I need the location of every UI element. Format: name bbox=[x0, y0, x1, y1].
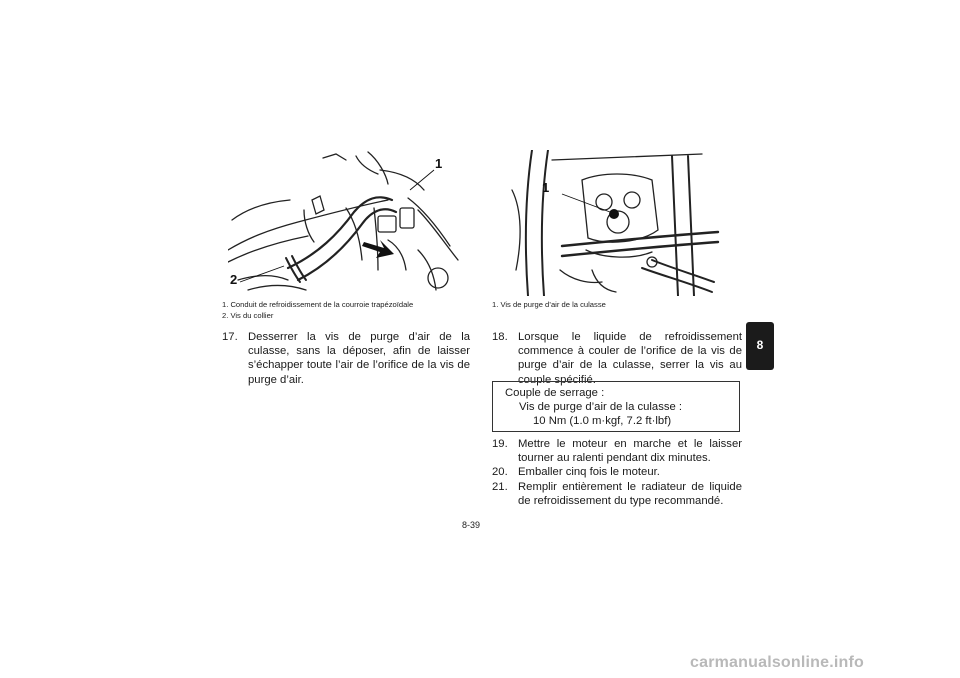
callout-2-left: 2 bbox=[230, 272, 238, 287]
callout-1-right: 1 bbox=[542, 180, 550, 195]
step-text: Desserrer la vis de purge d’air de la culasse, sans la déposer, afin de laisser s’échapper toute l’air de l’orifice de la vis de purge d’air. bbox=[248, 331, 470, 386]
chapter-tab-label: 8 bbox=[756, 338, 764, 352]
caption-line: 1. Vis de purge d’air de la culasse bbox=[492, 300, 606, 309]
step-21 bbox=[492, 480, 742, 510]
step-text: Remplir entièrement le radiateur de liquide de refroidissement du type recommandé. bbox=[518, 481, 742, 508]
illustration-belt-cooling-duct bbox=[228, 150, 460, 296]
page-number: 8-39 bbox=[462, 520, 481, 530]
illustration-cylinder-head-bleed-bolt bbox=[492, 150, 722, 296]
step-18 bbox=[492, 330, 742, 386]
watermark-text: carmanualsonline.info bbox=[690, 654, 865, 671]
step-number: 21. bbox=[492, 481, 508, 493]
callout-1-left: 1 bbox=[435, 156, 443, 171]
step-text: Emballer cinq fois le moteur. bbox=[518, 466, 660, 478]
chapter-tab bbox=[746, 322, 774, 370]
illustration-cylinder-head-bleed-bolt-drawing bbox=[492, 150, 722, 296]
step-19 bbox=[492, 437, 742, 467]
torque-spec-box bbox=[492, 381, 740, 432]
spec-item: Vis de purge d’air de la culasse : bbox=[519, 401, 683, 413]
figure-caption-left bbox=[222, 300, 413, 321]
caption-line: 2. Vis du collier bbox=[222, 310, 274, 320]
step-17 bbox=[222, 330, 470, 386]
step-20 bbox=[492, 465, 742, 480]
figure-caption-right bbox=[492, 300, 606, 311]
step-number: 18. bbox=[492, 331, 508, 343]
step-number: 20. bbox=[492, 466, 508, 478]
spec-value: 10 Nm (1.0 m·kgf, 7.2 ft·lbf) bbox=[533, 415, 672, 427]
spec-heading: Couple de serrage : bbox=[505, 387, 605, 399]
step-number: 17. bbox=[222, 331, 238, 343]
caption-line: 1. Conduit de refroidissement de la courroie trapézoïdale bbox=[222, 300, 414, 309]
step-number: 19. bbox=[492, 438, 508, 450]
step-text: Lorsque le liquide de refroidissement commence à couler de l’orifice de la vis de purge d’air de la culasse, serrer la vis au couple spécifié. bbox=[518, 331, 742, 386]
step-text: Mettre le moteur en marche et le laisser tourner au ralenti pendant dix minutes. bbox=[518, 438, 742, 465]
illustration-belt-cooling-duct-drawing bbox=[228, 150, 460, 296]
